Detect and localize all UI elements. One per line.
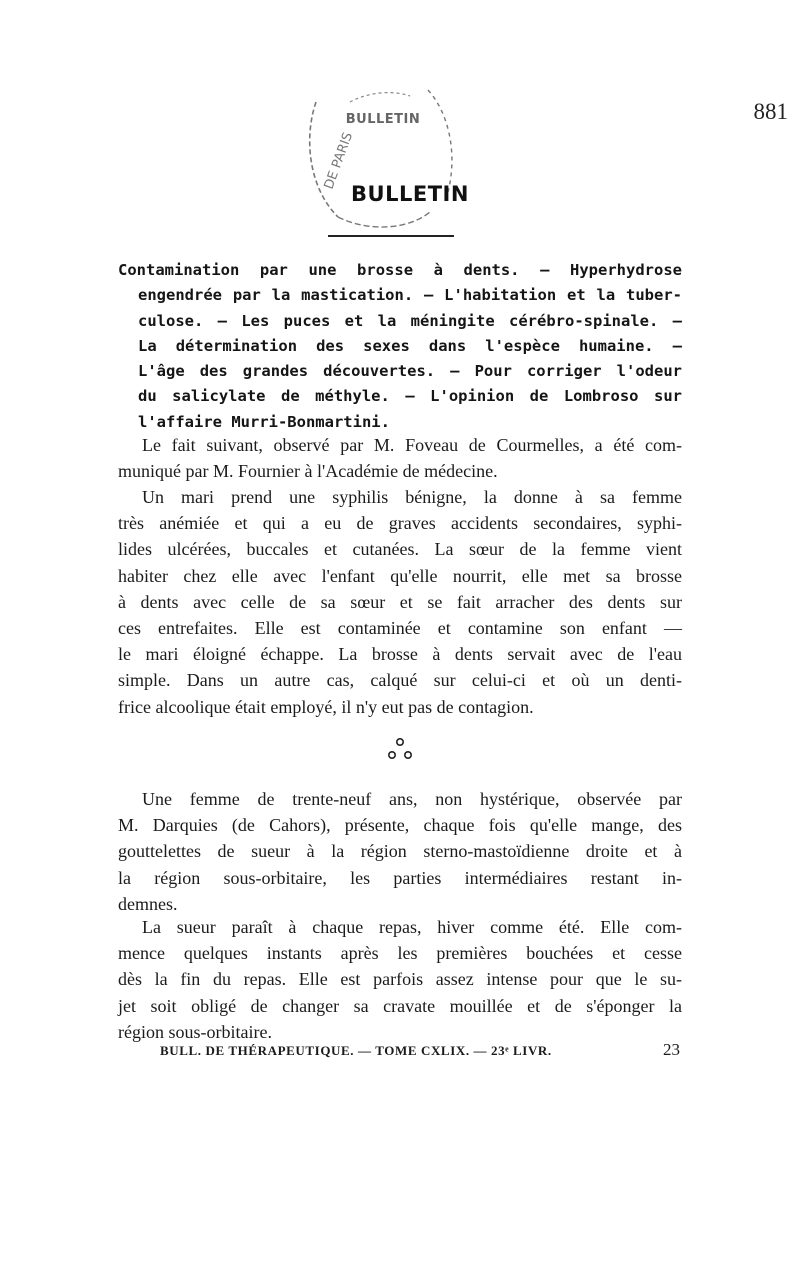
text-line: La sueur paraît à chaque repas, hiver comme été. Elle com- (142, 917, 682, 937)
asterism-icon (380, 735, 420, 765)
text-line: demnes. (118, 893, 178, 914)
text-line: mence quelques instants après les premières bouchées et cesse (118, 943, 682, 964)
text-line: Le fait suivant, observé par M. Foveau de Courmelles, a été com- (142, 435, 682, 455)
text-line: jet soit obligé de changer sa cravate mouillée et de s'éponger la (118, 995, 682, 1016)
page-number: 881 (753, 99, 788, 124)
text-line: la région sous-orbitaire, les parties intermédiaires restant in- (118, 867, 682, 888)
summary-line: engendrée par la mastication. — L'habitation et la tuber- (138, 286, 682, 305)
text-line: muniqué par M. Fournier à l'Académie de médecine. (118, 461, 498, 482)
summary-line: La détermination des sexes dans l'espèce humaine. — (138, 336, 682, 355)
summary-line: Contamination par une brosse à dents. — Hyperhydrose (118, 261, 682, 279)
text-line: simple. Dans un autre cas, calqué sur celui-ci et où un denti- (118, 670, 682, 691)
paragraph-intro (118, 432, 682, 484)
text-line: M. Darquies (de Cahors), présente, chaque fois qu'elle mange, des (118, 815, 682, 836)
paragraph-case (118, 484, 682, 720)
summary-line: l'affaire Murri-Bonmartini. (138, 412, 390, 431)
text-line: Un mari prend une syphilis bénigne, la donne à sa femme (142, 487, 682, 507)
stamp-ring-text: DE PARIS (321, 130, 357, 192)
paragraph-hyperhydrose (118, 786, 682, 917)
summary-line: culose. — Les puces et la méningite cérébro-spinale. — (138, 311, 682, 330)
text-line: dès la fin du repas. Elle est parfois assez intense pour que le su- (118, 969, 682, 990)
signature-mark: 23 (663, 1040, 680, 1059)
text-line: à dents avec celle de sa sœur et se fait arracher des dents sur (118, 591, 682, 612)
text-line: très anémiée et qui a eu de graves accidents secondaires, syphi- (118, 513, 682, 534)
paragraph-sueur (118, 914, 682, 1045)
text-line: lides ulcérées, buccales et cutanées. La sœur de la femme vient (118, 539, 682, 560)
stamp-text: BULLETIN (345, 112, 421, 127)
text-line: gouttelettes de sueur à la région sterno-mastoïdienne droite et à (118, 841, 682, 862)
summary-line: L'âge des grandes découvertes. — Pour corriger l'odeur (138, 362, 682, 381)
text-line: région sous-orbitaire. (118, 1021, 272, 1042)
text-line: le mari éloigné échappe. La brosse à dents servait avec de l'eau (118, 644, 682, 665)
text-line: frice alcoolique était employé, il n'y eut pas de contagion. (118, 696, 534, 717)
running-footer: BULL. DE THÉRAPEUTIQUE. — TOME CXLIX. — 23ᵉ LIVR. (160, 1043, 552, 1058)
title-rule (328, 235, 454, 237)
stamp-ring-icon (298, 82, 468, 234)
summary-block (118, 258, 682, 435)
summary-line: du salicylate de méthyle. — L'opinion de Lombroso sur (138, 387, 682, 406)
text-line: ces entrefaites. Elle est contaminée et contamine son enfant — (118, 617, 682, 638)
text-line: Une femme de trente-neuf ans, non hystérique, observée par (142, 789, 682, 809)
library-stamp (298, 82, 468, 234)
text-line: habiter chez elle avec l'enfant qu'elle nourrit, elle met sa brosse (118, 565, 682, 586)
section-title: BULLETIN (351, 182, 469, 206)
